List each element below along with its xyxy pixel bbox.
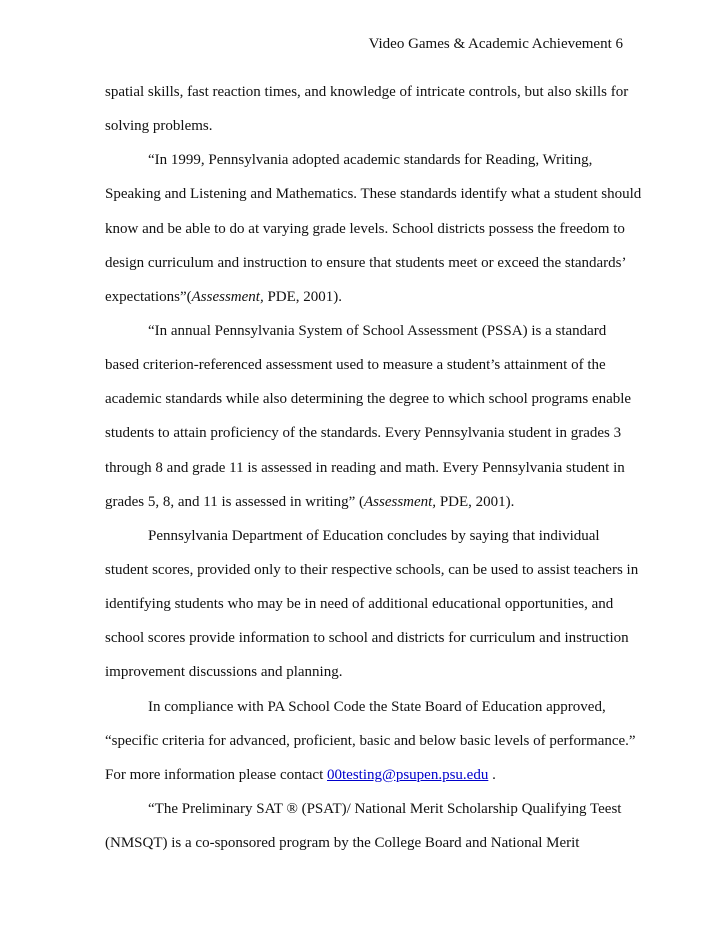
text-line: school scores provide information to school and districts for curriculum and instruction — [105, 630, 629, 647]
text-line: solving problems. — [105, 118, 213, 135]
citation-title: Assessment, — [191, 288, 264, 305]
text-line: academic standards while also determining the degree to which school programs enable — [105, 391, 632, 408]
text-line: spatial skills, fast reaction times, and knowledge of intricate controls, but also skills for — [105, 84, 629, 100]
text-line: know and be able to do at varying grade levels. School districts possess the freedom to — [105, 220, 625, 237]
contact-line — [105, 766, 625, 800]
paragraph-start-line: “The Preliminary SAT ® (PSAT)/ National Merit Scholarship Qualifying Teest — [148, 800, 622, 817]
text-segment: For more information please contact — [105, 766, 328, 783]
citation-line — [105, 493, 625, 527]
citation-title: Assessment, — [363, 493, 437, 510]
paragraph-start-line: Pennsylvania Department of Education concludes by saying that individual — [148, 527, 600, 544]
citation-line — [105, 288, 625, 322]
running-head: Video Games & Academic Achievement 6 — [368, 36, 623, 52]
text-line: through 8 and grade 11 is assessed in reading and math. Every Pennsylvania student in — [105, 459, 625, 476]
text-line: Speaking and Listening and Mathematics. These standards identify what a student should — [105, 186, 642, 203]
paragraph-start-line: In compliance with PA School Code the State Board of Education approved, — [148, 698, 606, 715]
text-line: students to attain proficiency of the standards. Every Pennsylvania student in grades 3 — [105, 425, 622, 442]
text-segment: expectations”( — [105, 288, 192, 305]
text-line: improvement discussions and planning. — [105, 664, 343, 681]
text-segment: . — [488, 766, 496, 783]
email-link[interactable]: 00testing@psupen.psu.edu — [327, 766, 489, 783]
paragraph-start-line: “In annual Pennsylvania System of School Assessment (PSSA) is a standard — [148, 322, 607, 339]
text-line: based criterion-referenced assessment used to measure a student’s attainment of the — [105, 357, 606, 374]
text-segment: PDE, 2001). — [263, 288, 343, 305]
text-line: (NMSQT) is a co-sponsored program by the College Board and National Merit — [105, 835, 580, 852]
text-line: “specific criteria for advanced, proficient, basic and below basic levels of performance.” — [105, 732, 636, 749]
text-segment: grades 5, 8, and 11 is assessed in writing” ( — [105, 493, 364, 510]
text-line: student scores, provided only to their respective schools, can be used to assist teachers in — [105, 561, 639, 578]
document-body — [105, 83, 642, 868]
paragraph-start-line: “In 1999, Pennsylvania adopted academic standards for Reading, Writing, — [148, 152, 593, 169]
text-segment: PDE, 2001). — [436, 493, 515, 510]
text-line: design curriculum and instruction to ensure that students meet or exceed the standards’ — [105, 254, 627, 271]
text-line: identifying students who may be in need of additional educational opportunities, and — [105, 596, 614, 613]
